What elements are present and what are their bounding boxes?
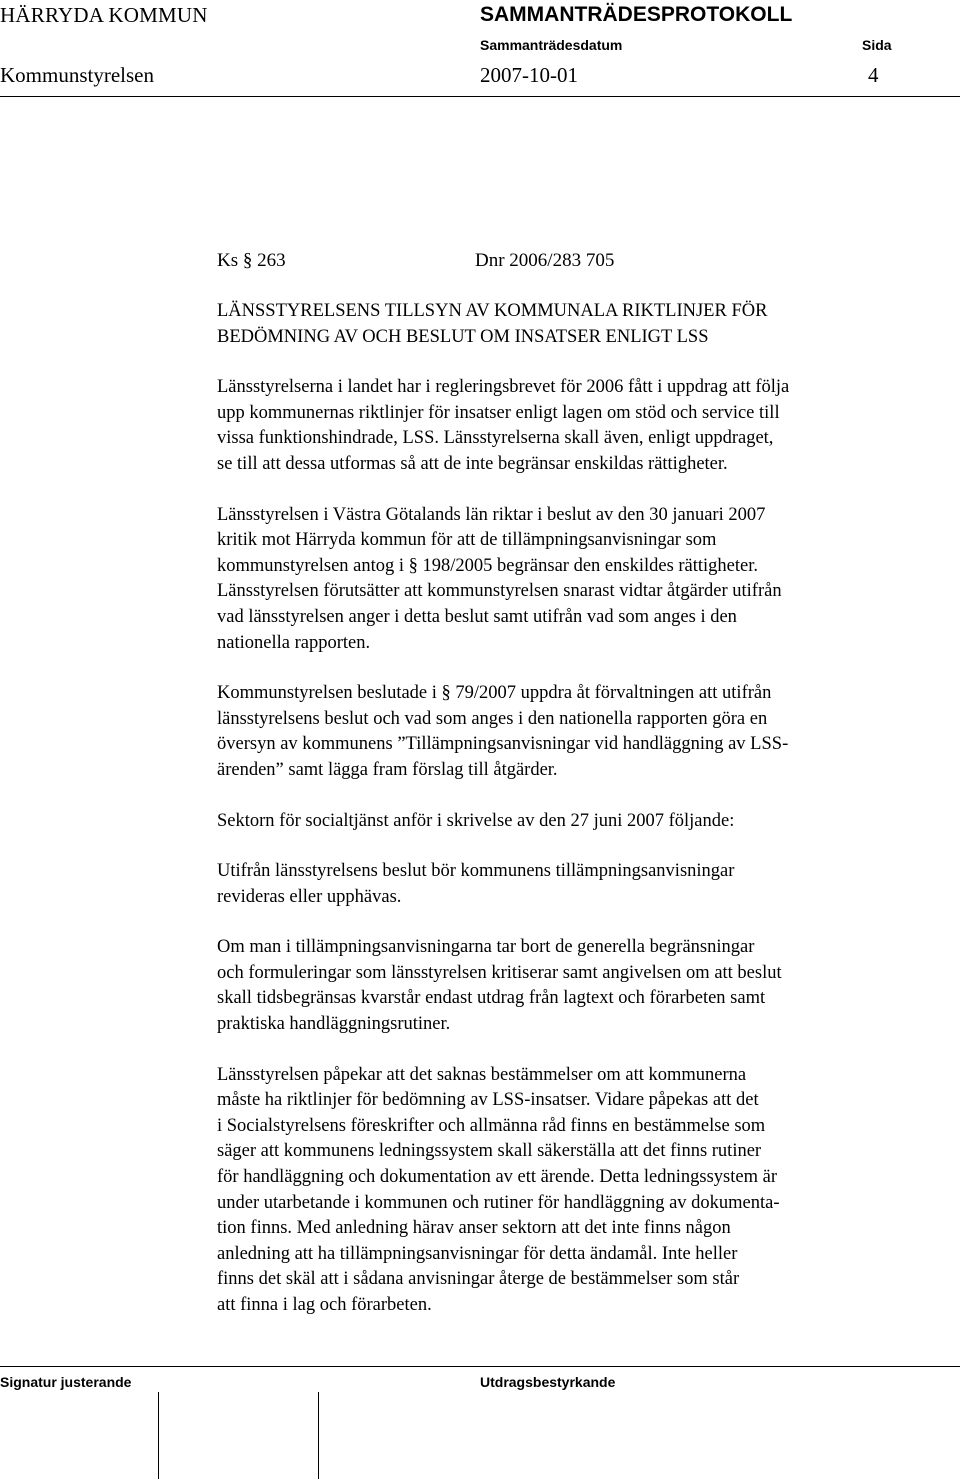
- text-line: finns det skäl att i sådana anvisningar återge de bestämmelser som står: [217, 1269, 740, 1290]
- text-line: upp kommunernas riktlinjer för insatser enligt lagen om stöd och service till: [217, 402, 780, 423]
- text-line: vissa funktionshindrade, LSS. Länsstyrelserna skall även, enligt uppdraget,: [217, 428, 774, 449]
- text-line: kritik mot Härryda kommun för att de tillämpningsanvisningar som: [217, 530, 717, 551]
- text-line: säger att kommunens ledningssystem skall säkerställa att det finns rutiner: [217, 1141, 762, 1162]
- text-line: se till att dessa utformas så att de inte begränsar enskildas rättigheter.: [217, 453, 728, 474]
- text-line: vad länsstyrelsen anger i detta beslut samt utifrån vad som anges i den: [217, 606, 737, 627]
- page-number: 4: [868, 63, 879, 87]
- meeting-date: 2007-10-01: [480, 63, 578, 87]
- text-line: Länsstyrelsen i Västra Götalands län riktar i beslut av den 30 januari 2007: [217, 504, 766, 525]
- case-title-line: BEDÖMNING AV OCH BESLUT OM INSATSER ENLIGT LSS: [217, 326, 709, 347]
- paragraph-board-decision: [217, 681, 907, 783]
- document-type: SAMMANTRÄDESPROTOKOLL: [480, 3, 793, 26]
- text-line: att finna i lag och förarbeten.: [217, 1295, 432, 1315]
- text-line: Länsstyrelsen förutsätter att kommunstyrelsen snarast vidtar åtgärder utifrån: [217, 581, 782, 602]
- case-title: [217, 299, 907, 350]
- meeting-date-label: Sammanträdesdatum: [480, 37, 623, 53]
- protocol-body: [217, 248, 907, 1319]
- paragraph-removal: [217, 935, 907, 1037]
- text-line: under utarbetande i kommunen och rutiner för handläggning av dokumenta-: [217, 1192, 780, 1213]
- ks-reference: Ks § 263: [217, 250, 286, 271]
- text-line: översyn av kommunens ”Tillämpningsanvisningar vid handläggning av LSS-: [217, 734, 789, 755]
- text-line: tion finns. Med anledning härav anser sektorn att det inte finns någon: [217, 1218, 731, 1239]
- text-line: måste ha riktlinjer för bedömning av LSS-insatser. Vidare påpekas att det: [217, 1090, 759, 1111]
- paragraph-conclusion: [217, 1063, 907, 1319]
- text-line: Sektorn för socialtjänst anför i skrivelse av den 27 juni 2007 följande:: [217, 810, 735, 831]
- text-line: revideras eller upphävas.: [217, 886, 402, 907]
- case-title-line: LÄNSSTYRELSENS TILLSYN AV KOMMUNALA RIKTLINJER FÖR: [217, 301, 768, 321]
- case-reference-row: [217, 248, 907, 276]
- certification-label: Utdragsbestyrkande: [480, 1374, 616, 1390]
- text-line: kommunstyrelsen antog i § 198/2005 begränsar den enskildes rättigheter.: [217, 555, 759, 576]
- paragraph-background: [217, 375, 907, 477]
- text-line: Om man i tillämpningsanvisningarna tar bort de generella begränsningar: [217, 937, 755, 958]
- dnr-reference: Dnr 2006/283 705: [475, 250, 615, 271]
- footer-divider: [0, 1366, 960, 1367]
- text-line: Länsstyrelserna i landet har i regleringsbrevet för 2006 fått i uppdrag att följa: [217, 377, 790, 398]
- header-divider: [0, 96, 960, 97]
- committee-name: Kommunstyrelsen: [0, 63, 154, 87]
- text-line: ärenden” samt lägga fram förslag till åtgärder.: [217, 759, 558, 780]
- text-line: praktiska handläggningsrutiner.: [217, 1014, 451, 1035]
- text-line: skall tidsbegränsas kvarstår endast utdrag från lagtext och förarbeten samt: [217, 988, 766, 1009]
- signature-box-divider: [158, 1392, 159, 1479]
- text-line: Kommunstyrelsen beslutade i § 79/2007 uppdra åt förvaltningen att utifrån: [217, 683, 772, 704]
- page-label: Sida: [862, 37, 892, 53]
- text-line: och formuleringar som länsstyrelsen kritiserar samt angivelsen om att beslut: [217, 962, 782, 983]
- organization-name: HÄRRYDA KOMMUN: [0, 3, 208, 27]
- paragraph-county-decision: [217, 503, 907, 657]
- text-line: länsstyrelsens beslut och vad som anges i den nationella rapporten göra en: [217, 708, 768, 729]
- text-line: anledning att ha tillämpningsanvisningar för detta ändamål. Inte heller: [217, 1243, 738, 1264]
- text-line: i Socialstyrelsens föreskrifter och allmänna råd finns en bestämmelse som: [217, 1115, 766, 1136]
- paragraph-sector-statement: [217, 809, 907, 835]
- signature-box-divider: [318, 1392, 319, 1479]
- text-line: Utifrån länsstyrelsens beslut bör kommunens tillämpningsanvisningar: [217, 861, 735, 882]
- signature-label: Signatur justerande: [0, 1374, 132, 1390]
- text-line: nationella rapporten.: [217, 632, 371, 653]
- paragraph-recommendation: [217, 859, 907, 910]
- text-line: Länsstyrelsen påpekar att det saknas bestämmelser om att kommunerna: [217, 1064, 747, 1085]
- text-line: för handläggning och dokumentation av ett ärende. Detta ledningssystem är: [217, 1167, 777, 1188]
